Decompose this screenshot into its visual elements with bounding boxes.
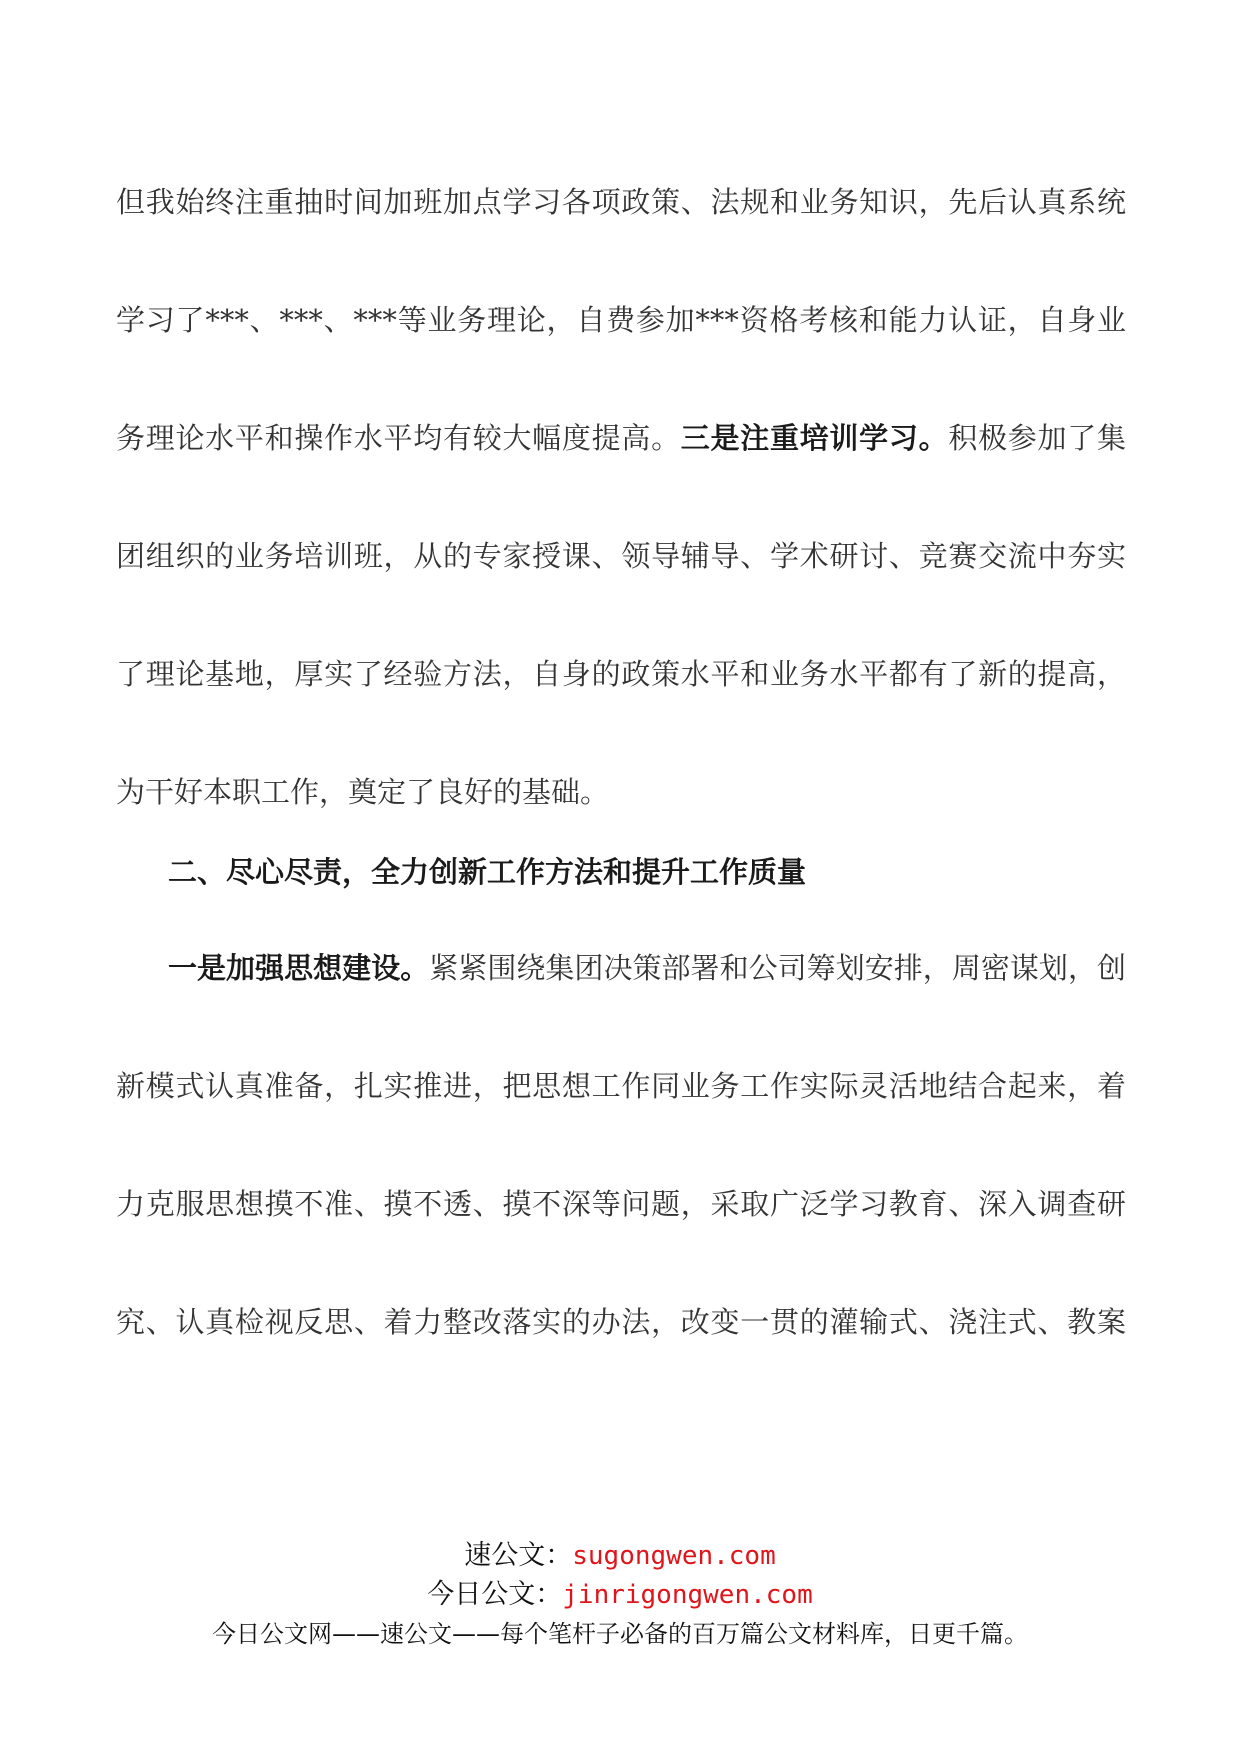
footer-slogan: 今日公文网——速公文——每个笔杆子必备的百万篇公文材料库，日更千篇。 <box>212 1620 1028 1648</box>
paragraph2-line3: 力克服思想摸不准、摸不透、摸不深等问题，采取广泛学习教育、深入调查研 <box>116 1187 1126 1221</box>
paragraph1-line1: 但我始终注重抽时间加班加点学习各项政策、法规和业务知识，先后认真系统 <box>116 185 1126 219</box>
paragraph1-line3-bold: 三是注重培训学习。 <box>680 421 949 455</box>
paragraph1-line6: 为干好本职工作，奠定了良好的基础。 <box>116 775 610 809</box>
footer-site1-label: 速公文： <box>464 1540 573 1571</box>
paragraph2-line4: 究、认真检视反思、着力整改落实的办法，改变一贯的灌输式、浇注式、教案 <box>116 1305 1126 1339</box>
paragraph1-line3-b: 积极参加了集 <box>948 421 1126 455</box>
paragraph1-line3 <box>116 414 1126 462</box>
footer-site1 <box>0 1533 1240 1572</box>
paragraph1-line4: 团组织的业务培训班，从的专家授课、领导辅导、学术研讨、竞赛交流中夯实 <box>116 539 1126 573</box>
paragraph2-line1-bold: 一是加强思想建设。 <box>168 951 430 985</box>
footer-site1-url[interactable]: sugongwen.com <box>572 1541 776 1571</box>
footer-site2 <box>0 1572 1240 1611</box>
paragraph2-line1-rest: 紧紧围绕集团决策部署和公司筹划安排，周密谋划，创 <box>429 951 1126 985</box>
paragraph1-line3-a: 务理论水平和操作水平均有较大幅度提高。 <box>116 421 681 455</box>
section-heading: 二、尽心尽责，全力创新工作方法和提升工作质量 <box>168 855 807 889</box>
footer-site2-label: 今日公文： <box>427 1579 563 1610</box>
paragraph1-line2: 学习了***、***、***等业务理论，自费参加***资格考核和能力认证，自身业 <box>116 303 1126 337</box>
paragraph1-line5: 了理论基地，厚实了经验方法，自身的政策水平和业务水平都有了新的提高， <box>116 657 1126 691</box>
paragraph2-line1 <box>168 944 1126 992</box>
paragraph2-line2: 新模式认真准备，扎实推进，把思想工作同业务工作实际灵活地结合起来，着 <box>116 1069 1126 1103</box>
footer-site2-url[interactable]: jinrigongwen.com <box>562 1580 813 1610</box>
